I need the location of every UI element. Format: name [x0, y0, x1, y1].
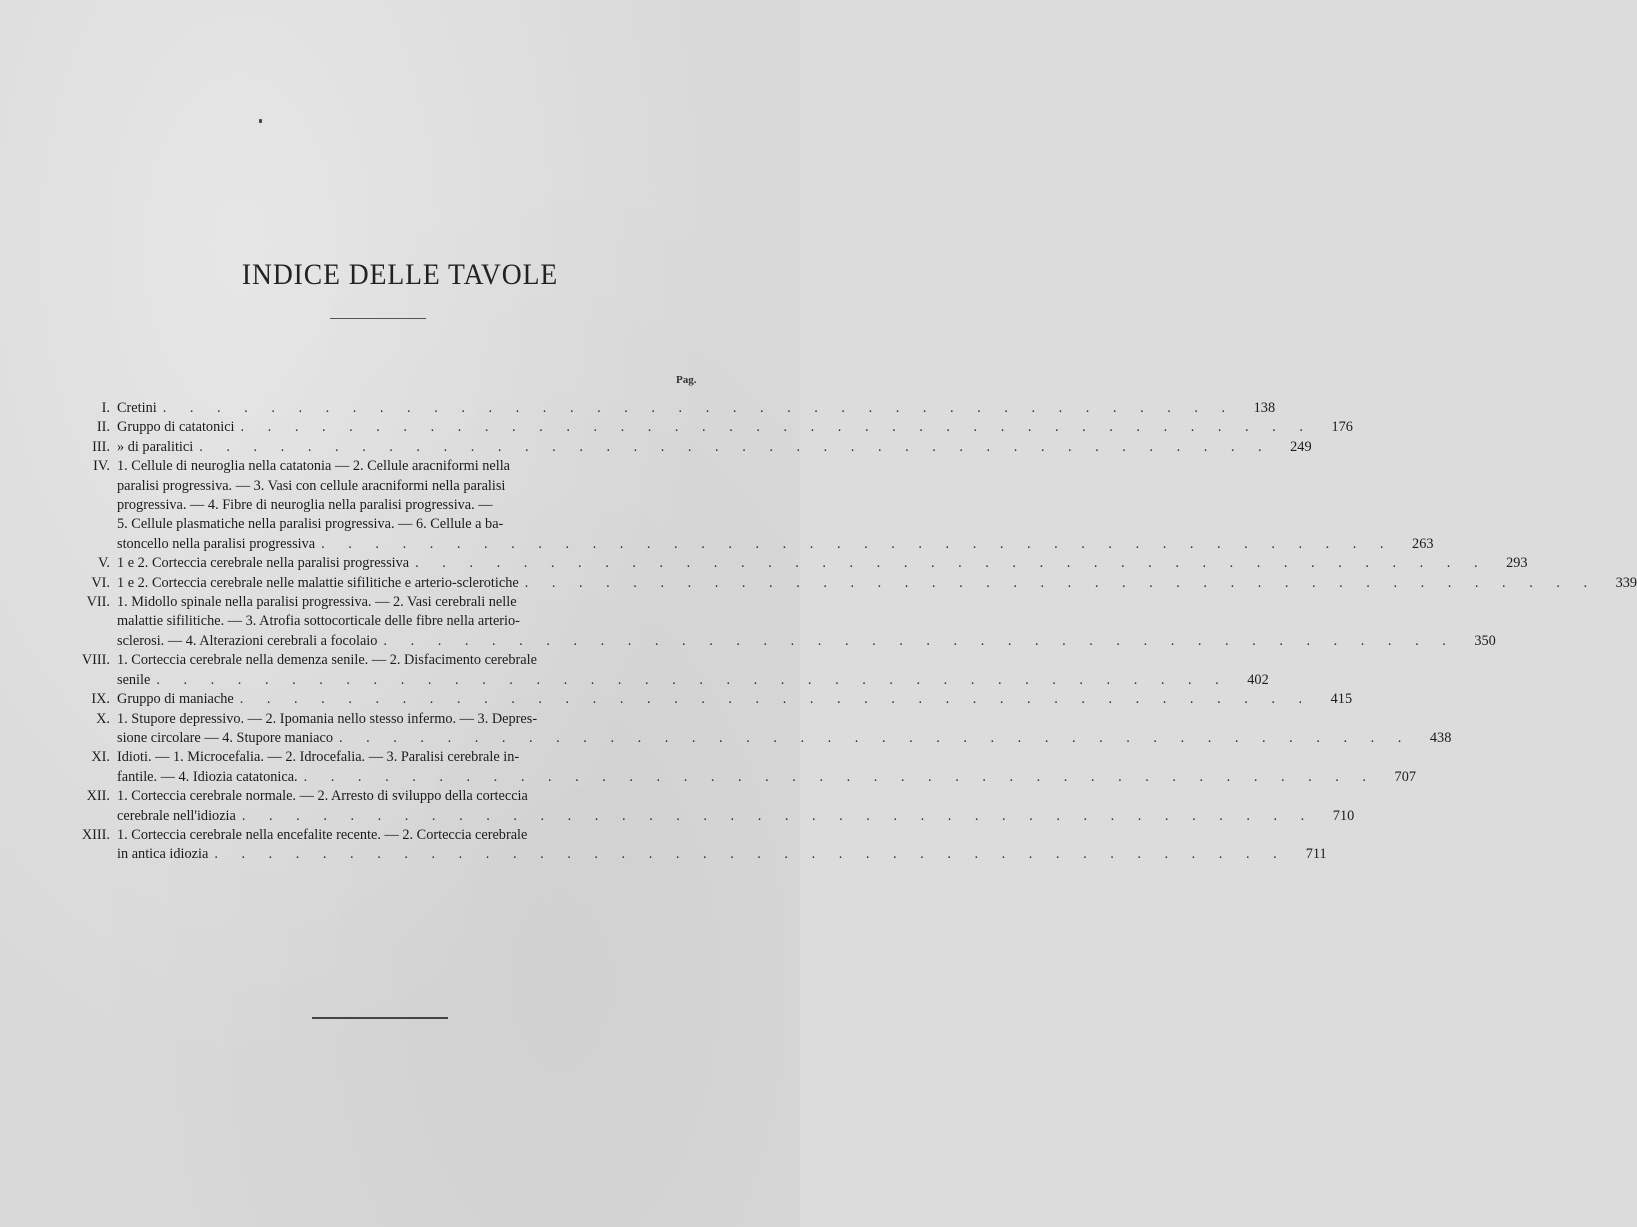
- page-number: 263: [1412, 535, 1434, 552]
- entry-line: [117, 671, 1269, 690]
- toc-entry: [40, 418, 1353, 437]
- table-of-plates: [40, 399, 1637, 865]
- entry-text: 1. Midollo spinale nella paralisi progressiva. — 2. Vasi cerebrali nelle: [117, 594, 517, 611]
- toc-entry: [40, 651, 1269, 690]
- entry-text: senile: [117, 671, 151, 688]
- page-number: 350: [1474, 632, 1496, 649]
- entry-text: Idioti. — 1. Microcefalia. — 2. Idrocefalia. — 3. Paralisi cerebrale in-: [117, 749, 520, 766]
- page-number: 707: [1394, 768, 1416, 785]
- entry-line: [117, 826, 720, 845]
- entry-line: [117, 845, 1327, 864]
- entry-line: [117, 535, 1434, 554]
- entry-description: [117, 593, 1496, 651]
- entry-description: [117, 710, 1452, 749]
- dot-leader: . . . . . . . . . . . . . . . . . . . . . . . . . . . . . . . . . . . . . . . .: [162, 400, 1236, 416]
- plate-number: IV.: [93, 458, 110, 475]
- toc-entry: [40, 748, 1416, 787]
- entry-line: [117, 574, 1637, 593]
- entry-line: [117, 554, 1528, 573]
- entry-line: [117, 651, 720, 670]
- dot-leader: . . . . . . . . . . . . . . . . . . . . . . . . . . . . . . . . . . . . . . . .: [303, 768, 1376, 785]
- page-number: 711: [1305, 846, 1327, 863]
- dot-leader: . . . . . . . . . . . . . . . . . . . . . . . . . . . . . . . . . . . . . . . .: [383, 632, 1456, 649]
- page-number: 249: [1290, 438, 1312, 455]
- page-number: 176: [1331, 419, 1353, 436]
- toc-entry: [40, 554, 1528, 573]
- title-rule: [330, 318, 426, 319]
- toc-entry: [40, 787, 1355, 826]
- entry-line: [117, 438, 1312, 457]
- plate-number: VIII.: [81, 652, 110, 669]
- entry-description: [117, 651, 1269, 690]
- plate-number: II.: [96, 419, 110, 436]
- dot-leader: . . . . . . . . . . . . . . . . . . . . . . . . . . . . . . . . . . . . . . . .: [156, 671, 1229, 688]
- entry-line: [117, 593, 720, 612]
- dot-leader: . . . . . . . . . . . . . . . . . . . . . . . . . . . . . . . . . . . . . . . .: [199, 438, 1272, 455]
- plate-number: III.: [92, 438, 110, 455]
- entry-line: [117, 787, 720, 806]
- entry-text: » di paralitici: [117, 438, 194, 455]
- entry-line: [117, 477, 720, 496]
- entry-description: [117, 554, 1528, 573]
- entry-text: stoncello nella paralisi progressiva: [117, 535, 316, 552]
- end-rule: [312, 1017, 448, 1019]
- dot-leader: . . . . . . . . . . . . . . . . . . . . . . . . . . . . . . . . . . . . . . . .: [214, 846, 1287, 863]
- toc-entry: [40, 438, 1312, 457]
- entry-text: 1. Corteccia cerebrale nella demenza senile. — 2. Disfacimento cerebrale: [117, 652, 537, 669]
- page-number: 710: [1332, 807, 1355, 824]
- plate-number: IX.: [91, 691, 110, 708]
- entry-text: in antica idiozia: [117, 846, 209, 863]
- entry-description: [117, 787, 1355, 826]
- page-title: INDICE DELLE TAVOLE: [241, 258, 559, 291]
- entry-line: [117, 515, 720, 534]
- plate-number: I.: [101, 400, 110, 416]
- entry-text: 1. Corteccia cerebrale nella encefalite recente. — 2. Corteccia cerebrale: [117, 826, 528, 843]
- toc-entry: [40, 690, 1353, 709]
- plate-number: V.: [97, 555, 110, 572]
- page-number: 293: [1506, 555, 1528, 572]
- entry-text: 1. Stupore depressivo. — 2. Ipomania nello stesso infermo. — 3. Depres-: [117, 710, 538, 727]
- plate-number: XIII.: [81, 826, 110, 843]
- entry-line: [117, 457, 720, 476]
- plate-number: XI.: [91, 749, 110, 766]
- entry-text: progressiva. — 4. Fibre di neuroglia nella paralisi progressiva. —: [117, 497, 493, 514]
- plate-number: VII.: [86, 594, 110, 611]
- entry-line: [117, 612, 720, 631]
- toc-entry: [40, 826, 1327, 865]
- entry-line: [117, 710, 720, 729]
- entry-text: Gruppo di catatonici: [117, 419, 235, 436]
- entry-description: [117, 574, 1637, 593]
- entry-description: [117, 438, 1312, 457]
- page-number: 438: [1429, 729, 1452, 746]
- entry-description: [117, 457, 1434, 554]
- entry-description: [117, 418, 1353, 437]
- entry-description: [117, 690, 1353, 709]
- dot-leader: . . . . . . . . . . . . . . . . . . . . . . . . . . . . . . . . . . . . . . . .: [415, 555, 1488, 572]
- dot-leader: . . . . . . . . . . . . . . . . . . . . . . . . . . . . . . . . . . . . . . . .: [524, 574, 1598, 591]
- entry-line: [117, 496, 720, 515]
- entry-description: [117, 748, 1416, 787]
- plate-number: XII.: [86, 788, 110, 805]
- entry-line: [117, 632, 1496, 651]
- entry-text: 1. Corteccia cerebrale normale. — 2. Arresto di sviluppo della corteccia: [117, 788, 528, 805]
- entry-text: cerebrale nell'idiozia: [117, 807, 236, 824]
- entry-text: paralisi progressiva. — 3. Vasi con cellule aracniformi nella paralisi: [117, 477, 506, 494]
- plate-number: VI.: [91, 574, 110, 591]
- entry-text: malattie sifilitiche. — 3. Atrofia sottocorticale delle fibre nella arterio-: [117, 613, 520, 630]
- entry-line: [117, 690, 1353, 709]
- entry-description: [117, 826, 1327, 865]
- page-number: 339: [1615, 574, 1637, 591]
- dot-leader: . . . . . . . . . . . . . . . . . . . . . . . . . . . . . . . . . . . . . . . .: [240, 419, 1313, 436]
- toc-entry: [40, 593, 1496, 651]
- entry-text: Cretini: [117, 400, 157, 416]
- dot-leader: . . . . . . . . . . . . . . . . . . . . . . . . . . . . . . . . . . . . . . . .: [321, 535, 1394, 552]
- dot-leader: . . . . . . . . . . . . . . . . . . . . . . . . . . . . . . . . . . . . . . . .: [241, 807, 1315, 824]
- entry-text: Gruppo di maniache: [117, 691, 234, 708]
- toc-entry: [40, 574, 1637, 593]
- page-number: 402: [1247, 671, 1269, 688]
- plate-number: X.: [96, 710, 110, 727]
- page-number: 415: [1330, 691, 1353, 708]
- entry-text: 5. Cellule plasmatiche nella paralisi progressiva. — 6. Cellule a ba-: [117, 516, 504, 533]
- dot-leader: . . . . . . . . . . . . . . . . . . . . . . . . . . . . . . . . . . . . . . . .: [239, 691, 1313, 708]
- entry-text: 1. Cellule di neuroglia nella catatonia — 2. Cellule aracniformi nella: [117, 458, 511, 475]
- entry-text: sione circolare — 4. Stupore maniaco: [117, 729, 333, 746]
- entry-text: sclerosi. — 4. Alterazioni cerebrali a focolaio: [117, 632, 378, 649]
- entry-line: [117, 399, 1276, 418]
- toc-entry: [40, 457, 1434, 554]
- entry-line: [117, 418, 1353, 437]
- toc-entry: [40, 710, 1452, 749]
- ink-speck: [259, 119, 262, 123]
- entry-text: fantile. — 4. Idiozia catatonica.: [117, 768, 298, 785]
- entry-line: [117, 807, 1355, 826]
- entry-text: 1 e 2. Corteccia cerebrale nella paralisi progressiva: [117, 555, 410, 572]
- dot-leader: . . . . . . . . . . . . . . . . . . . . . . . . . . . . . . . . . . . . . . . .: [338, 729, 1412, 746]
- entry-description: [117, 399, 1276, 418]
- entry-line: [117, 729, 1452, 748]
- toc-entry: [40, 399, 1276, 418]
- entry-text: 1 e 2. Corteccia cerebrale nelle malattie sifilitiche e arterio-sclerotiche: [117, 574, 519, 591]
- entry-line: [117, 748, 720, 767]
- page-column-header: Pag.: [676, 374, 697, 386]
- entry-line: [117, 768, 1416, 787]
- page-number: 138: [1253, 400, 1276, 416]
